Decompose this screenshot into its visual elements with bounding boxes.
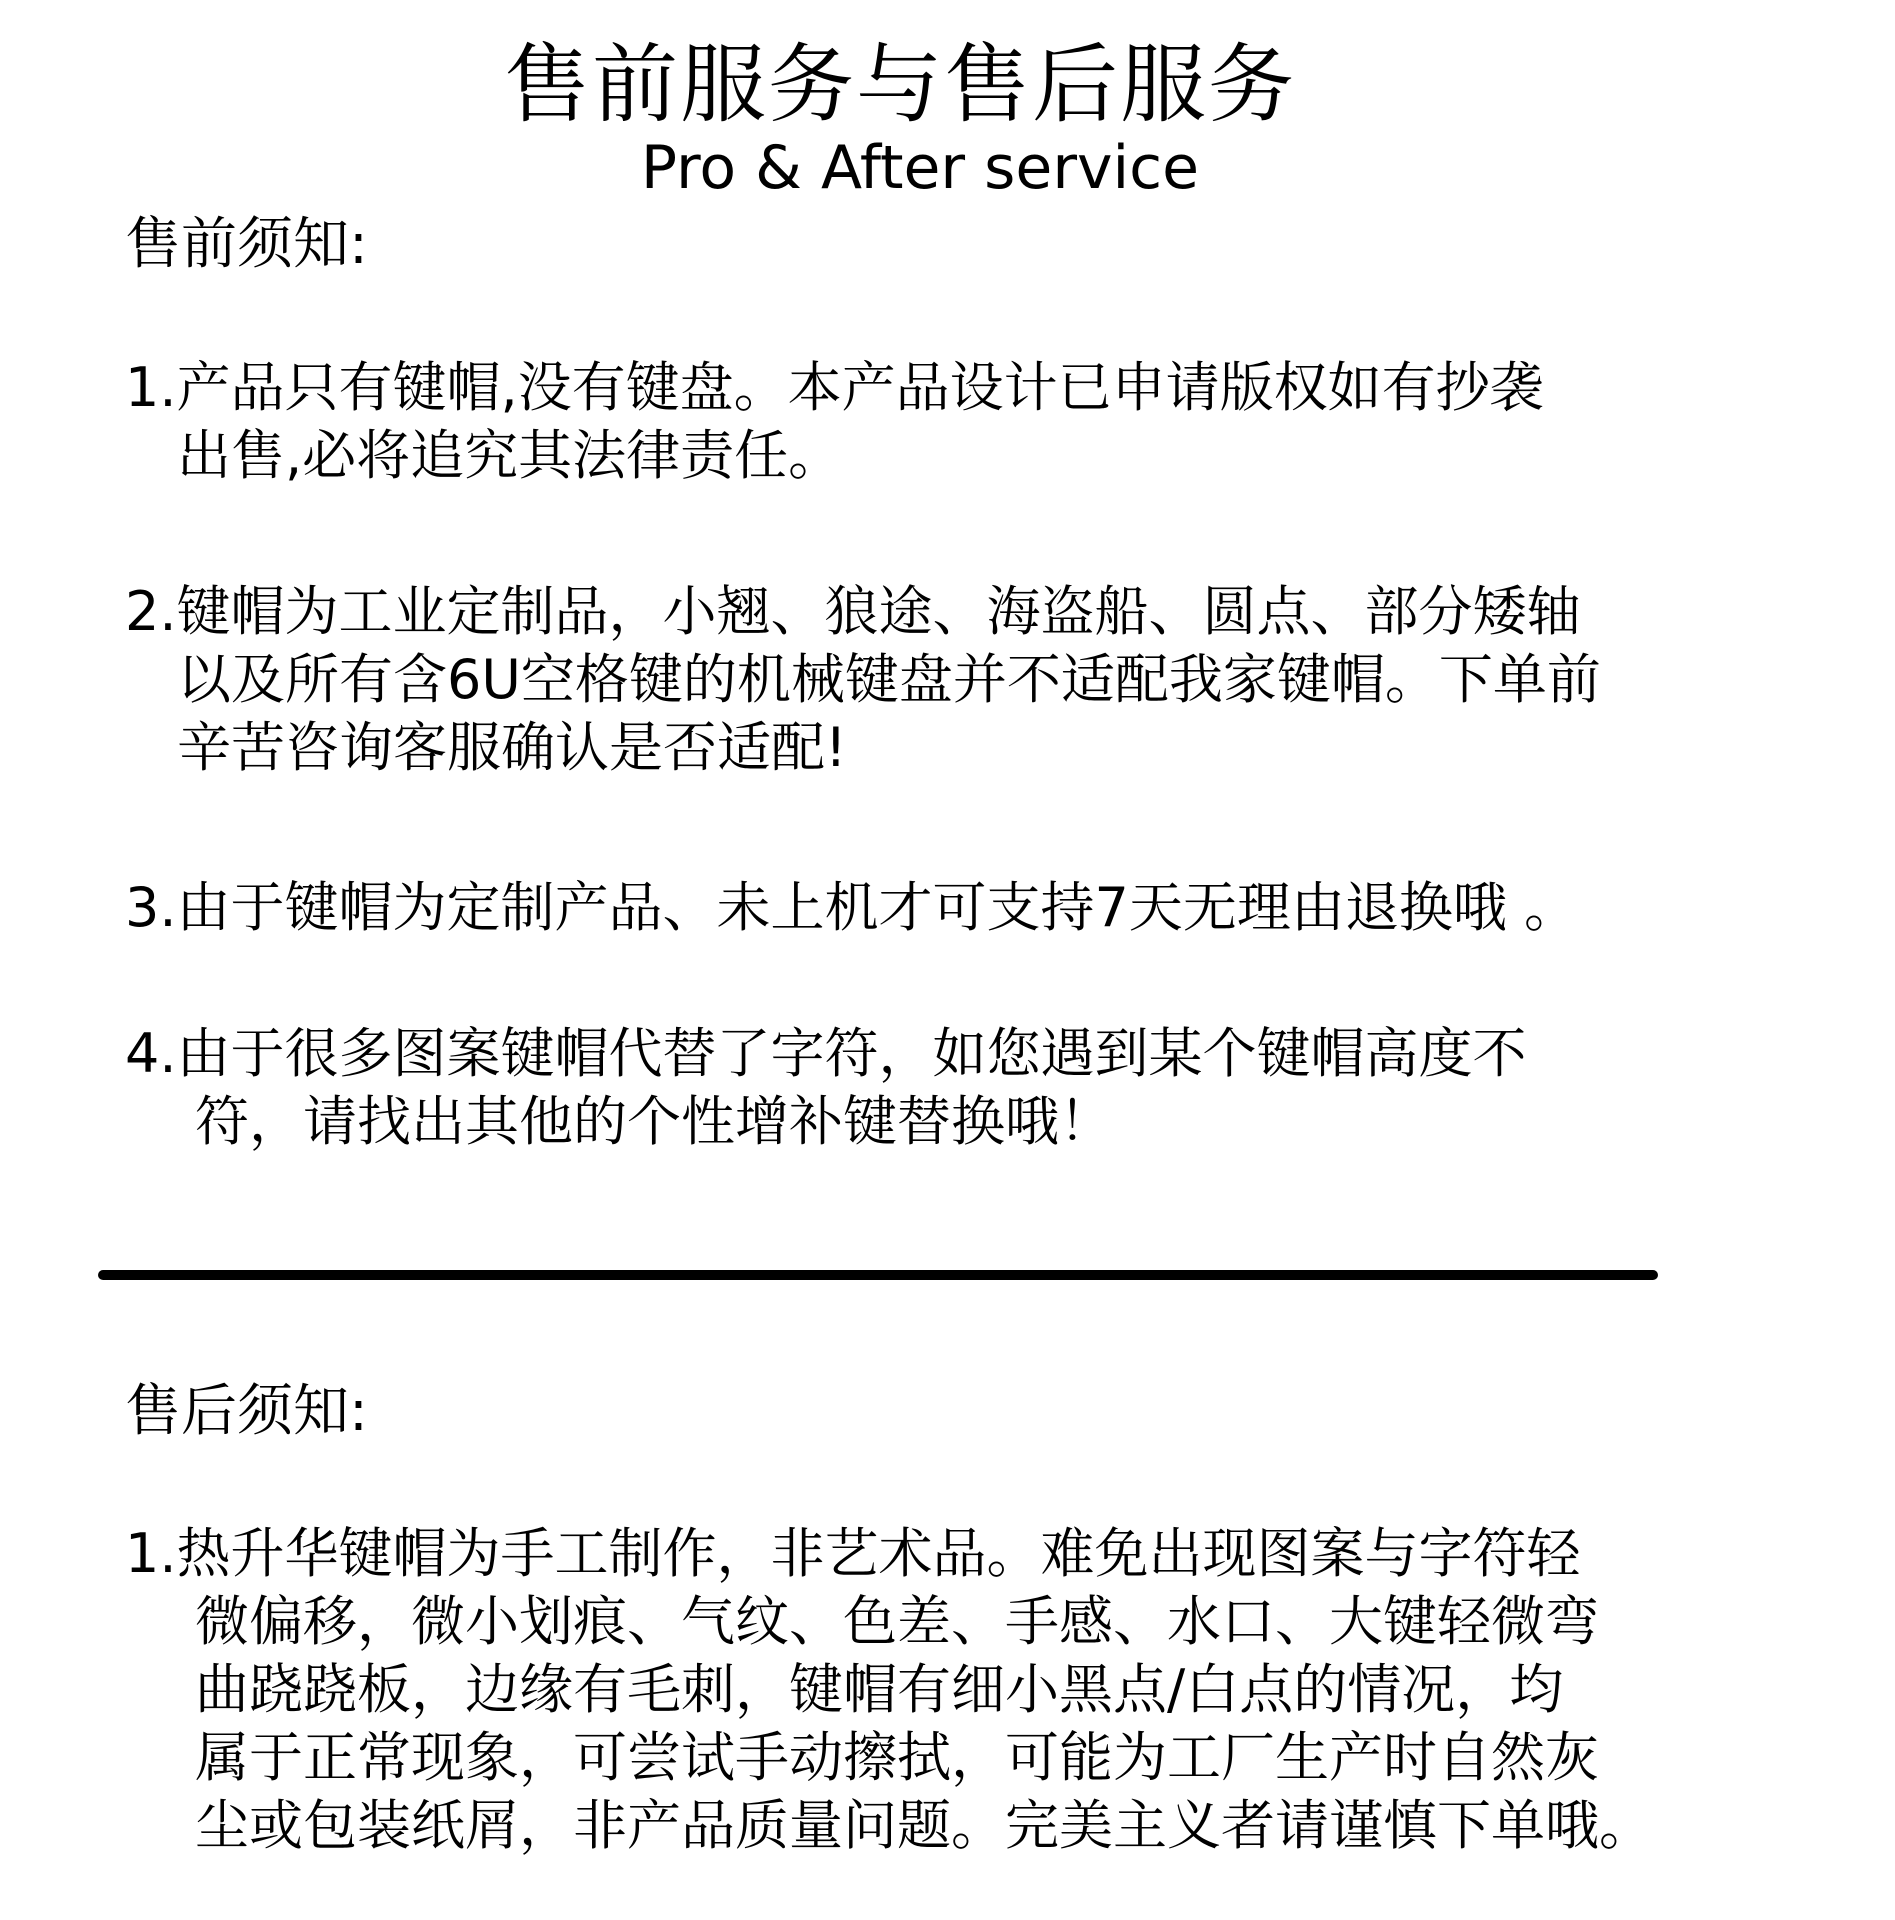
pre-sale-item-1 [125, 354, 1825, 490]
after-sale-item-1-line-1: 1.热升华键帽为手工制作，非艺术品。难免出现图案与字符轻 [125, 1522, 1581, 1585]
pre-sale-item-2-line-1: 2.键帽为工业定制品，小翘、狼途、海盗船、圆点、部分矮轴 [125, 580, 1581, 643]
after-sale-item-1-line-5: 尘或包装纸屑，非产品质量问题。完美主义者请谨慎下单哦。 [195, 1794, 1653, 1857]
after-sale-item-1-line-2: 微偏移，微小划痕、气纹、色差、手感、水口、大键轻微弯 [195, 1590, 1599, 1653]
pre-sale-item-4-line-1: 4.由于很多图案键帽代替了字符，如您遇到某个键帽高度不 [125, 1022, 1527, 1085]
pre-sale-heading: 售前须知: [125, 212, 368, 277]
pre-sale-item-3-line-1: 3.由于键帽为定制产品、未上机才可支持7天无理由退换哦 。 [125, 876, 1579, 939]
pre-sale-item-1-line-1: 1.产品只有键帽,没有键盘。本产品设计已申请版权如有抄袭 [125, 356, 1544, 419]
after-sale-item-1 [125, 1520, 1825, 1860]
page-subtitle: Pro & After service [640, 133, 1200, 203]
pre-sale-item-3 [125, 874, 1825, 942]
after-sale-heading: 售后须知: [125, 1379, 368, 1444]
section-divider [98, 1270, 1658, 1280]
pre-sale-item-4-line-2: 符，请找出其他的个性增补键替换哦！ [195, 1090, 1113, 1153]
pre-sale-item-4 [125, 1020, 1825, 1156]
after-sale-item-1-line-4: 属于正常现象，可尝试手动擦拭，可能为工厂生产时自然灰 [195, 1726, 1599, 1789]
pre-sale-item-2-line-2: 以及所有含6U空格键的机械键盘并不适配我家键帽。下单前 [177, 648, 1601, 711]
pre-sale-item-2 [125, 578, 1825, 782]
page-title: 售前服务与售后服务 [504, 35, 1296, 135]
pre-sale-item-2-line-3: 辛苦咨询客服确认是否适配! [177, 716, 847, 779]
after-sale-item-1-line-3: 曲跷跷板，边缘有毛刺，键帽有细小黑点/白点的情况，均 [195, 1658, 1564, 1721]
pre-sale-item-1-line-2: 出售,必将追究其法律责任。 [177, 424, 843, 487]
